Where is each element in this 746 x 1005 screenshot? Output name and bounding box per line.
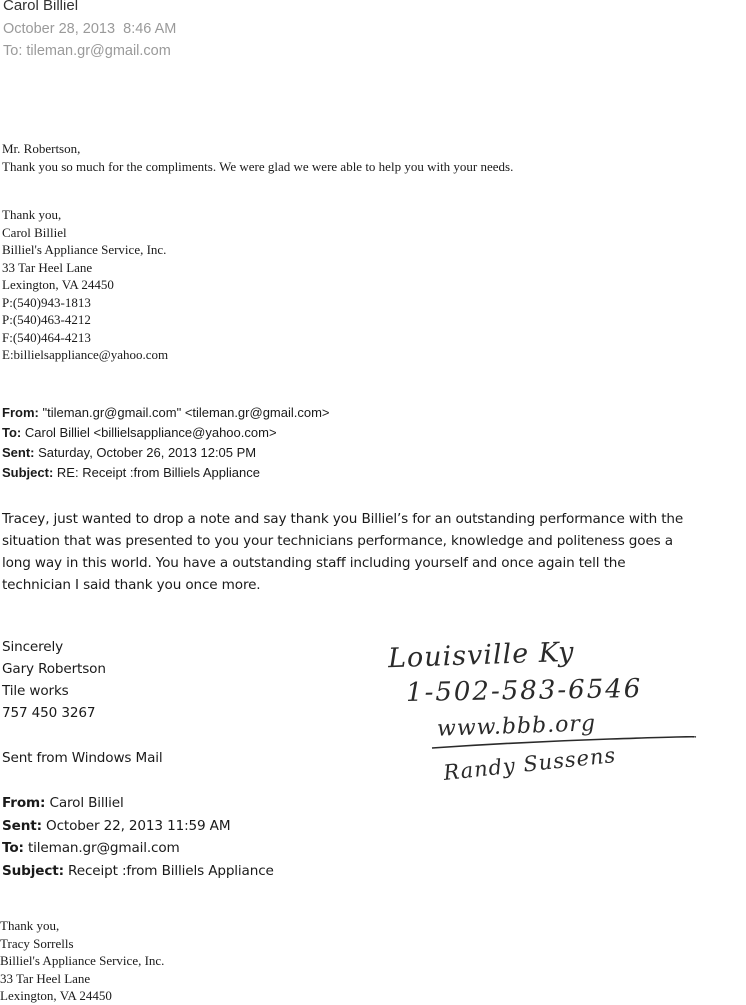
signature-line: P:(540)943-1813 (2, 294, 91, 310)
sent-datetime (3, 21, 176, 37)
subject-row (2, 463, 330, 483)
signature-line: F:(540)464-4213 (2, 329, 91, 345)
sender-name: Carol Billiel (3, 0, 79, 14)
closing-line: 757 450 3267 (2, 705, 96, 721)
signature-line: P:(540)463-4212 (2, 312, 91, 327)
from-label: From: (2, 795, 46, 811)
to-row (2, 837, 274, 860)
recipient-line[interactable]: To: tileman.gr@gmail.com (3, 43, 171, 59)
signature-line: Thank you, (0, 918, 60, 933)
handwritten-phone: 1-502-583-6546 (405, 673, 643, 709)
sent-row (2, 815, 274, 838)
from-value[interactable]: "tileman.gr@gmail.com" <tileman.gr@gmail.com> (42, 405, 330, 420)
to-value[interactable]: Carol Billiel <billielsappliance@yahoo.com> (24, 425, 277, 440)
signature-line: Lexington, VA 24450 (0, 988, 112, 1003)
from-label: From: (2, 405, 39, 420)
closing-line: Sincerely (2, 639, 63, 655)
to-label: To: (2, 425, 22, 440)
signature-line: Carol Billiel (2, 224, 67, 240)
message-body (2, 508, 683, 596)
sent-date: October 28, 2013 (3, 21, 116, 37)
from-row (2, 403, 330, 423)
reply-greeting: Mr. Robertson, (2, 141, 81, 156)
subject-value: RE: Receipt :from Billiels Appliance (56, 465, 260, 480)
reply-message: Thank you so much for the compliments. We were glad we were able to help you with your needs. (2, 159, 514, 174)
subject-value: Receipt :from Billiels Appliance (68, 862, 274, 879)
sent-label: Sent: (2, 445, 35, 460)
signature-line: Billiel's Appliance Service, Inc. (0, 953, 165, 968)
reply-signature (2, 206, 168, 364)
from-row (2, 792, 274, 815)
sent-row (2, 443, 330, 463)
bottom-signature (0, 917, 164, 1005)
body-line: situation that was presented to you your technicians performance, knowledge and politeness goes a (2, 533, 673, 549)
signature-line: 33 Tar Heel Lane (0, 970, 91, 986)
sent-value: Saturday, October 26, 2013 12:05 PM (38, 445, 257, 460)
signature-line: Billiel's Appliance Service, Inc. (2, 242, 167, 257)
signature-line: Thank you, (2, 207, 62, 222)
subject-row (2, 860, 274, 883)
body-line: long way in this world. You have a outstanding staff including yourself and once again tell the (2, 555, 626, 571)
from-value: Carol Billiel (49, 795, 124, 811)
forwarded-header-1 (2, 403, 330, 483)
sent-from-line: Sent from Windows Mail (2, 750, 163, 766)
sent-label: Sent: (2, 817, 42, 834)
forwarded-header-2 (2, 792, 274, 882)
to-value[interactable]: tileman.gr@gmail.com (27, 840, 180, 856)
handwritten-location: Louisville Ky (387, 636, 575, 675)
signature-line: Lexington, VA 24450 (2, 277, 114, 292)
sent-time: 8:46 AM (123, 21, 177, 37)
closing-line: Tile works (2, 683, 69, 699)
subject-label: Subject: (2, 862, 64, 879)
body-line: technician I said thank you once more. (2, 577, 261, 593)
closing-block (2, 636, 106, 724)
to-row (2, 423, 330, 443)
subject-label: Subject: (2, 465, 54, 480)
handwritten-contact-name: Randy Sussens (442, 742, 618, 786)
signature-line: 33 Tar Heel Lane (2, 259, 93, 275)
closing-line: Gary Robertson (2, 661, 106, 677)
signature-email[interactable]: E:billielsappliance@yahoo.com (2, 347, 169, 362)
signature-line: Tracy Sorrells (0, 935, 74, 951)
body-line: Tracey, just wanted to drop a note and say thank you Billiel’s for an outstanding performance with the (2, 511, 684, 527)
to-label: To: (2, 840, 24, 856)
handwritten-website: www.bbb.org (436, 711, 597, 742)
sent-value: October 22, 2013 11:59 AM (46, 817, 231, 834)
